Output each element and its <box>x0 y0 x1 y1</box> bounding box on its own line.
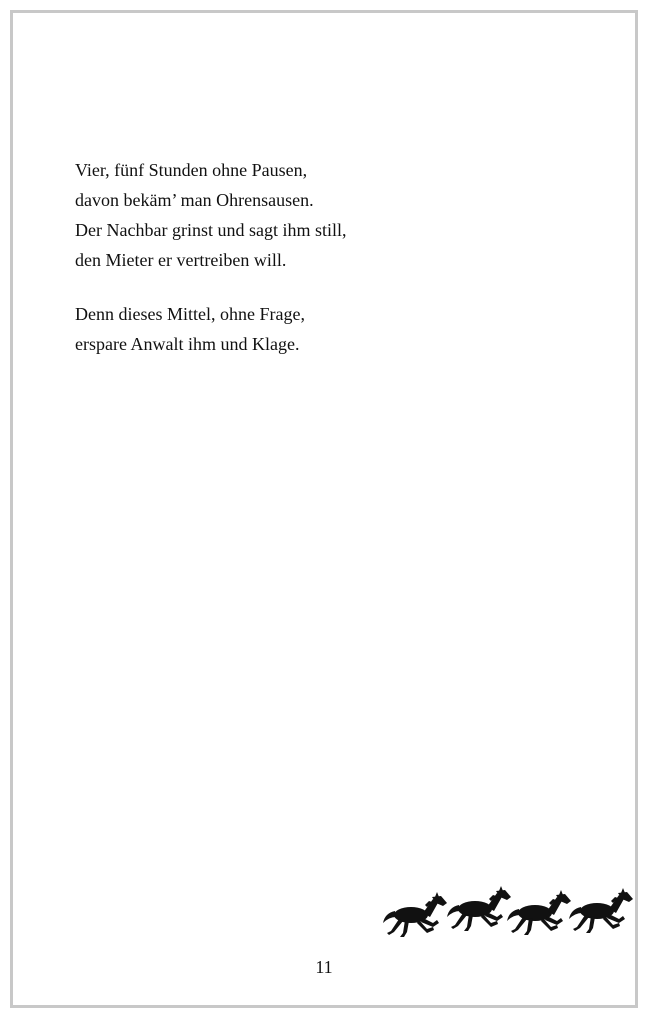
page-number: 11 <box>315 957 333 977</box>
book-page <box>10 10 638 1008</box>
poem-line: den Mieter er vertreiben will. <box>75 250 287 270</box>
stanza <box>75 299 555 359</box>
poem <box>75 155 555 383</box>
poem-line: erspare Anwalt ihm und Klage. <box>75 334 300 354</box>
stanza <box>75 155 555 275</box>
running-horses-icon <box>383 879 633 939</box>
poem-line: Denn dieses Mittel, ohne Frage, <box>75 304 305 324</box>
poem-line: davon bekäm’ man Ohrensausen. <box>75 190 314 210</box>
poem-line: Der Nachbar grinst und sagt ihm still, <box>75 220 347 240</box>
poem-line: Vier, fünf Stunden ohne Pausen, <box>75 160 308 180</box>
